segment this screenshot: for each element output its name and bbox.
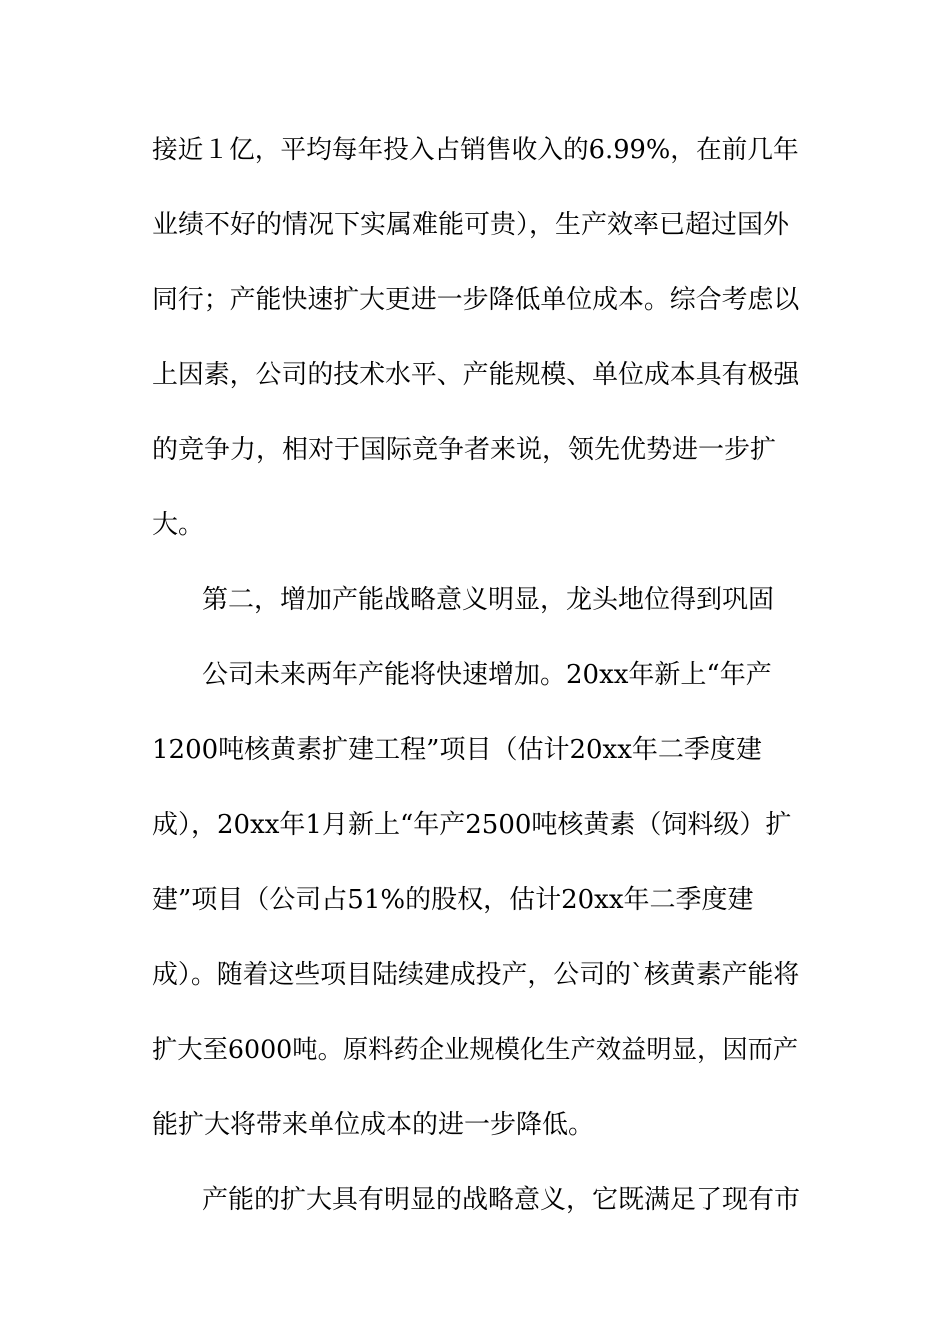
body-text-line: 业绩不好的情况下实属难能可贵），生产效率已超过国外 <box>152 210 790 240</box>
body-text-line: 扩大至6000吨。原料药企业规模化生产效益明显，因而产 <box>152 1035 799 1064</box>
body-text-line: 上因素，公司的技术水平、产能规模、单位成本具有极强 <box>152 360 800 390</box>
section-heading: 第二，增加产能战略意义明显，龙头地位得到巩固 <box>202 585 775 615</box>
body-text-line: 建”项目（公司占51%的股权，估计20xx年二季度建 <box>152 885 754 915</box>
body-text-line: 1200吨核黄素扩建工程”项目（估计20xx年二季度建 <box>152 735 762 765</box>
body-text-line: 同行；产能快速扩大更进一步降低单位成本。综合考虑以 <box>152 285 800 315</box>
body-text-line: 成）。随着这些项目陆续建成投产，公司的`核黄素产能将 <box>152 960 800 990</box>
body-text-line: 的竞争力，相对于国际竞争者来说，领先优势进一步扩 <box>152 435 777 465</box>
body-text-line: 公司未来两年产能将快速增加。20xx年新上“年产 <box>202 660 772 690</box>
body-text-line: 大。 <box>152 510 205 540</box>
body-text-line: 成），20xx年1月新上“年产2500吨核黄素（饲料级）扩 <box>152 810 792 840</box>
body-text-line: 产能的扩大具有明显的战略意义，它既满足了现有市 <box>202 1185 801 1215</box>
body-text-line: 接近１亿，平均每年投入占销售收入的6.99%，在前几年 <box>152 135 799 165</box>
body-text-line: 能扩大将带来单位成本的进一步降低。 <box>152 1110 595 1140</box>
